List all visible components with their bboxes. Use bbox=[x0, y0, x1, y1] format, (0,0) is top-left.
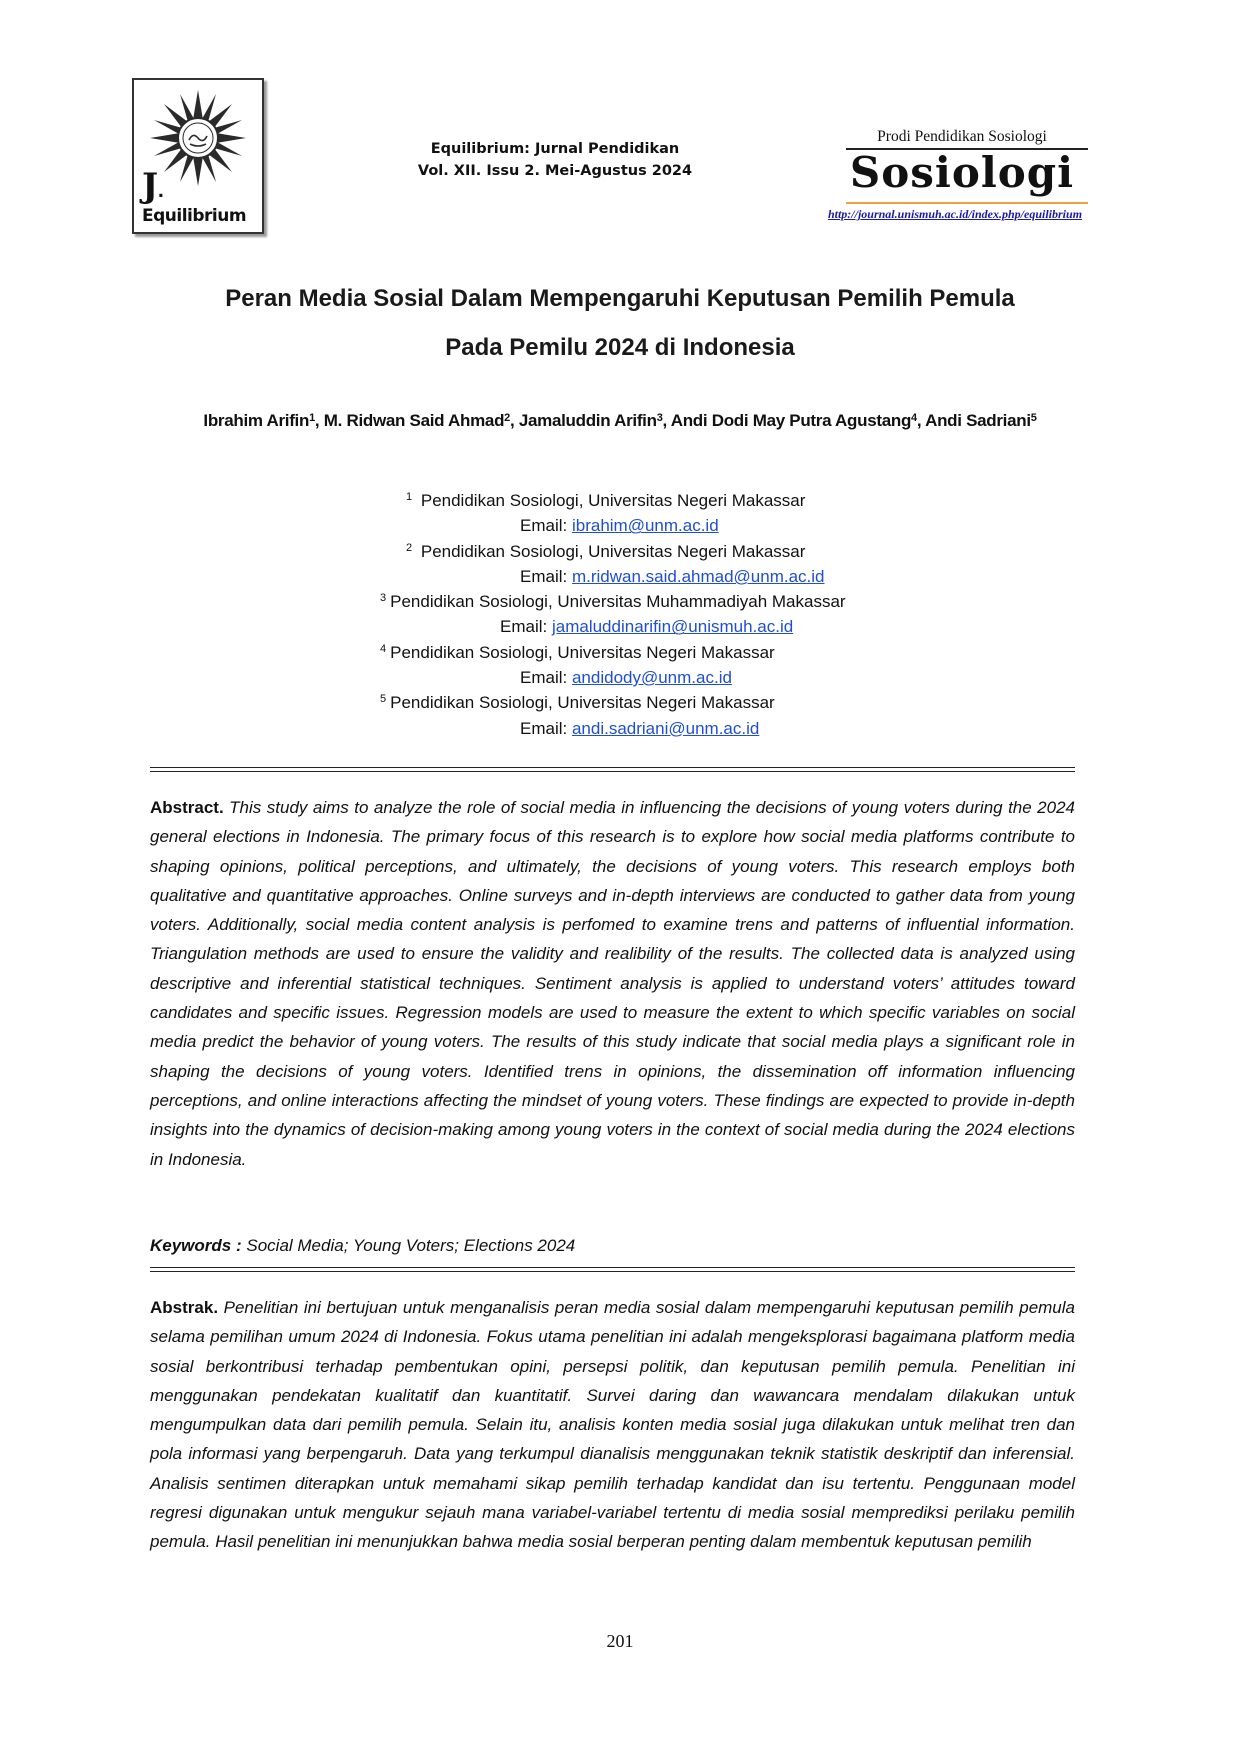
author-name: Andi Dodi May Putra Agustang bbox=[670, 411, 912, 430]
divider bbox=[846, 202, 1088, 204]
keywords bbox=[150, 1236, 1075, 1256]
abstract-text: Penelitian ini bertujuan untuk menganalisis peran media sosial dalam mempengaruhi keputusan pemilih pemula selama pemilihan umum 2024 di Indonesia. Fokus utama penelitian ini adalah mengeksplorasi bagaimana platform media sosial berkontribusi terhadap pembentukan opini, persepsi politik, dan keputusan pemilih pemula. Penelitian ini menggunakan pendekatan kualitatif dan kuantitatif. Survei daring dan wawancara mendalam dilakukan untuk mengumpulkan data dari pemilih pemula. Selain itu, analisis konten media sosial juga dilakukan untuk melihat tren dan pola informasi yang berpengaruh. Data yang terkumpul dianalisis menggunakan teknik statistik deskriptif dan inferensial. Analisis sentimen diterapkan untuk memahami sikap pemilih terhadap kandidat dan isu tertentu. Penggunaan model regresi digunakan untuk mengukur sejauh mana variabel-variabel tertentu di media sosial memprediksi perilaku pemilih pemula. Hasil penelitian ini menunjukkan bahwa media sosial berperan penting dalam membentuk keputusan pemilih bbox=[150, 1298, 1075, 1552]
keywords-label: Keywords : bbox=[150, 1236, 242, 1255]
double-rule bbox=[150, 767, 1075, 772]
affiliation-text: Pendidikan Sosiologi, Universitas Negeri Makassar bbox=[420, 541, 806, 561]
abstract-en: Abstract. This study aims to analyze the role of social media in influencing the decisions of young voters during the 2024 general elections in Indonesia. The primary focus of this research is to explore how social media platforms contribute to shaping opinions, political perceptions, and ultimately, the decisions of young voters. This research employs both qualitative and quantitative approaches. Online surveys and in-depth interviews are conducted to gather data from young voters. Additionally, social media content analysis is perfomed to examine trens and patterns of influential information. Triangulation methods are used to ensure the validity and realibility of the results. The collected data is analyzed using descriptive and inferential statistical techniques. Sentiment analysis is applied to understand voters’ attitudes toward candidates and specific issues. Regression models are used to measure the extent to which specific variables on social media predict the behavior of young voters. The results of this study indicate that social media plays a significant role in shaping the decisions of young voters. Identified trens in opinions, the dissemination off information influencing perceptions, and online interactions affecting the mindset of young voters. These findings are expected to provide in-depth insights into the dynamics of decision-making among young voters in the context of social media during the 2024 elections in Indonesia. bbox=[150, 798, 1075, 1169]
paper-title bbox=[150, 274, 1090, 372]
email-row bbox=[380, 665, 940, 690]
double-rule bbox=[150, 1267, 1075, 1272]
journal-name: Equilibrium: Jurnal Pendidikan bbox=[430, 141, 680, 157]
affiliation bbox=[380, 640, 940, 665]
author-sup: 4 bbox=[911, 412, 917, 424]
affiliation-text: Pendidikan Sosiologi, Universitas Negeri Makassar bbox=[420, 491, 806, 510]
affiliation bbox=[380, 488, 940, 513]
affiliation-sup: 5 bbox=[380, 693, 387, 706]
email-link[interactable]: andi.sadriani@unm.ac.id bbox=[571, 718, 760, 738]
affiliation-sup: 3 bbox=[380, 592, 387, 605]
abstract-label: Abstract bbox=[150, 798, 219, 817]
affiliation bbox=[380, 589, 940, 614]
author-name: Jamaluddin Arifin bbox=[518, 411, 657, 430]
abstract-text: This study aims to analyze the role of social media in influencing the decisions of young voters during the 2024 general elections in Indonesia. The primary focus of this research is to explore how social media platforms contribute to shaping opinions, political perceptions, and ultimately, the decisions of young voters. This research employs both qualitative and quantitative approaches. Online surveys and in-depth interviews are conducted to gather data from young voters. Additionally, social media content analysis is perfomed to examine trens and patterns of influential information. Triangulation methods are used to ensure the validity and realibility of the results. The collected data is analyzed using descriptive and inferential statistical techniques. Sentiment analysis is applied to understand voters’ attitudes toward candidates and specific issues. Regression models are used to measure the extent to which specific variables on social media predict the behavior of young voters. The results of this study indicate that social media plays a significant role in shaping the decisions of young voters. Identified trens in opinions, the dissemination off information influencing perceptions, and online interactions affecting the mindset of young voters. These findings are expected to provide in-depth insights into the dynamics of decision-making among young voters in the context of social media during the 2024 elections in Indonesia. bbox=[150, 798, 1075, 1169]
author-name: Andi Sadriani bbox=[925, 411, 1031, 430]
affiliation-text: Pendidikan Sosiologi, Universitas Negeri Makassar bbox=[390, 693, 775, 713]
email-label: Email: bbox=[520, 516, 568, 536]
affiliation bbox=[380, 539, 940, 564]
title-line: Peran Media Sosial Dalam Mempengaruhi Keputusan Pemilih Pemula bbox=[225, 285, 1015, 312]
email-row bbox=[380, 716, 940, 741]
affiliation-sup: 2 bbox=[406, 541, 413, 554]
journal-volume: Vol. XII. Issu 2. Mei-Agustus 2024 bbox=[417, 163, 693, 179]
abstract-label: Abstrak bbox=[150, 1298, 214, 1317]
email-row bbox=[380, 564, 940, 589]
email-link[interactable]: jamaluddinarifin@unismuh.ac.id bbox=[551, 617, 794, 637]
email-link[interactable]: m.ridwan.said.ahmad@unm.ac.id bbox=[571, 566, 825, 586]
affiliation bbox=[380, 690, 940, 715]
author-list: Ibrahim Arifin$^1$, M. Ridwan Said Ahmad$^2$, Jamaluddin Arifin$^3$, Andi Dodi May Putra Agustang$^4$, Andi Sadriani$^5$ bbox=[203, 411, 1037, 430]
journal-info bbox=[390, 138, 720, 182]
author-sup: 2 bbox=[504, 412, 510, 424]
author-sup: 1 bbox=[309, 412, 315, 424]
author-sup: 5 bbox=[1030, 412, 1037, 424]
title-line: Pada Pemilu 2024 di Indonesia bbox=[445, 334, 795, 361]
brand-title: Sosiologi bbox=[849, 148, 1075, 197]
abstract-id: Abstrak. Penelitian ini bertujuan untuk menganalisis peran media sosial dalam mempengaruhi keputusan pemilih pemula selama pemilihan umum 2024 di Indonesia. Fokus utama penelitian ini adalah mengeksplorasi bagaimana platform media sosial berkontribusi terhadap pembentukan opini, persepsi politik, dan keputusan pemilih pemula. Penelitian ini menggunakan pendekatan kualitatif dan kuantitatif. Survei daring dan wawancara mendalam dilakukan untuk mengumpulkan data dari pemilih pemula. Selain itu, analisis konten media sosial juga dilakukan untuk melihat tren dan pola informasi yang berpengaruh. Data yang terkumpul dianalisis menggunakan teknik statistik deskriptif dan inferensial. Analisis sentimen diterapkan untuk memahami sikap pemilih terhadap kandidat dan isu tertentu. Penggunaan model regresi digunakan untuk mengukur sejauh mana variabel-variabel tertentu di media sosial memprediksi perilaku pemilih pemula. Hasil penelitian ini menunjukkan bahwa media sosial berperan penting dalam membentuk keputusan pemilih bbox=[150, 1298, 1075, 1552]
prodi-label: Prodi Pendidikan Sosiologi bbox=[877, 128, 1047, 145]
affiliation-text: Pendidikan Sosiologi, Universitas Negeri Makassar bbox=[390, 642, 775, 662]
affiliation-sup: 1 bbox=[406, 491, 413, 503]
author-name: Ibrahim Arifin bbox=[203, 411, 310, 430]
affiliation-list bbox=[380, 488, 940, 741]
page-number: 201 bbox=[606, 1631, 634, 1651]
email-row bbox=[380, 513, 940, 538]
author-sup: 3 bbox=[656, 412, 663, 424]
email-label: Email: bbox=[520, 668, 568, 688]
email-row bbox=[380, 614, 940, 639]
logo-text: J. Equilibrium bbox=[142, 166, 247, 226]
affiliation-sup: 4 bbox=[380, 642, 387, 655]
email-label: Email: bbox=[520, 718, 568, 738]
affiliation-text: Pendidikan Sosiologi, Universitas Muhammadiyah Makassar bbox=[390, 592, 846, 612]
journal-url-link[interactable]: http://journal.unismuh.ac.id/index.php/equilibrium bbox=[827, 207, 1083, 221]
email-label: Email: bbox=[500, 617, 548, 637]
email-link[interactable]: andidody@unm.ac.id bbox=[571, 668, 732, 688]
journal-logo bbox=[132, 78, 264, 234]
email-label: Email: bbox=[520, 566, 568, 586]
email-link[interactable]: ibrahim@unm.ac.id bbox=[571, 516, 719, 536]
keywords-value: Social Media; Young Voters; Elections 2024 bbox=[246, 1236, 576, 1255]
author-name: M. Ridwan Said Ahmad bbox=[323, 411, 505, 430]
